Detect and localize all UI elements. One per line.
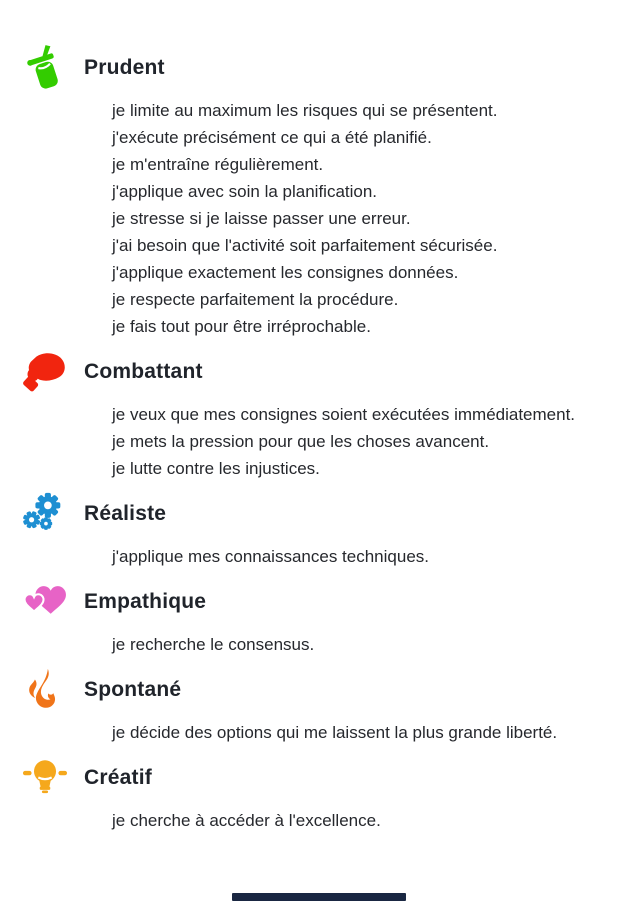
- statement-line: je m'entraîne régulièrement.: [112, 155, 324, 174]
- statement-line: je recherche le consensus.: [112, 635, 315, 654]
- section-header: [0, 348, 638, 396]
- section-header: [0, 754, 638, 802]
- statements-list: [112, 401, 638, 482]
- statements-list: [112, 807, 638, 834]
- statements-list: [112, 719, 638, 746]
- section-spontane: [0, 666, 638, 746]
- statement-line: j'exécute précisément ce qui a été planifié.: [112, 128, 432, 147]
- statements-list: [112, 543, 638, 570]
- section-empathique: [0, 578, 638, 658]
- statement-line: je cherche à accéder à l'excellence.: [112, 811, 381, 830]
- home-indicator-bar[interactable]: [232, 893, 406, 901]
- section-title: Prudent: [84, 56, 165, 79]
- flame-icon: [22, 666, 68, 714]
- section-title: Créatif: [84, 766, 152, 789]
- section-realiste: [0, 490, 638, 570]
- statement-line: j'applique avec soin la planification.: [112, 182, 378, 201]
- statement-line: je lutte contre les injustices.: [112, 459, 320, 478]
- lightbulb-icon: [22, 754, 68, 802]
- section-title: Réaliste: [84, 502, 167, 525]
- section-combattant: [0, 348, 638, 482]
- statement-line: je respecte parfaitement la procédure.: [112, 290, 399, 309]
- statement-line: je stresse si je laisse passer une erreur.: [112, 209, 411, 228]
- hearts-icon: [22, 578, 68, 626]
- statement-line: j'ai besoin que l'activité soit parfaitement sécurisée.: [112, 236, 498, 255]
- section-title: Empathique: [84, 590, 207, 613]
- section-header: [0, 666, 638, 714]
- statement-line: je fais tout pour être irréprochable.: [112, 317, 371, 336]
- statement-line: je mets la pression pour que les choses avancent.: [112, 432, 490, 451]
- statements-list: [112, 97, 638, 340]
- fire-extinguisher-icon: [22, 44, 68, 92]
- statements-list: [112, 631, 638, 658]
- section-creatif: [0, 754, 638, 834]
- statement-line: je limite au maximum les risques qui se présentent.: [112, 101, 498, 120]
- boxing-glove-icon: [22, 348, 68, 396]
- section-header: [0, 578, 638, 626]
- section-prudent: [0, 44, 638, 340]
- gears-icon: [22, 490, 68, 538]
- section-header: [0, 490, 638, 538]
- section-header: [0, 44, 638, 92]
- section-title: Spontané: [84, 678, 182, 701]
- statement-line: j'applique mes connaissances techniques.: [112, 547, 429, 566]
- statement-line: je veux que mes consignes soient exécutées immédiatement.: [112, 405, 576, 424]
- statement-line: j'applique exactement les consignes données.: [112, 263, 459, 282]
- section-title: Combattant: [84, 360, 203, 383]
- statement-line: je décide des options qui me laissent la plus grande liberté.: [112, 723, 558, 742]
